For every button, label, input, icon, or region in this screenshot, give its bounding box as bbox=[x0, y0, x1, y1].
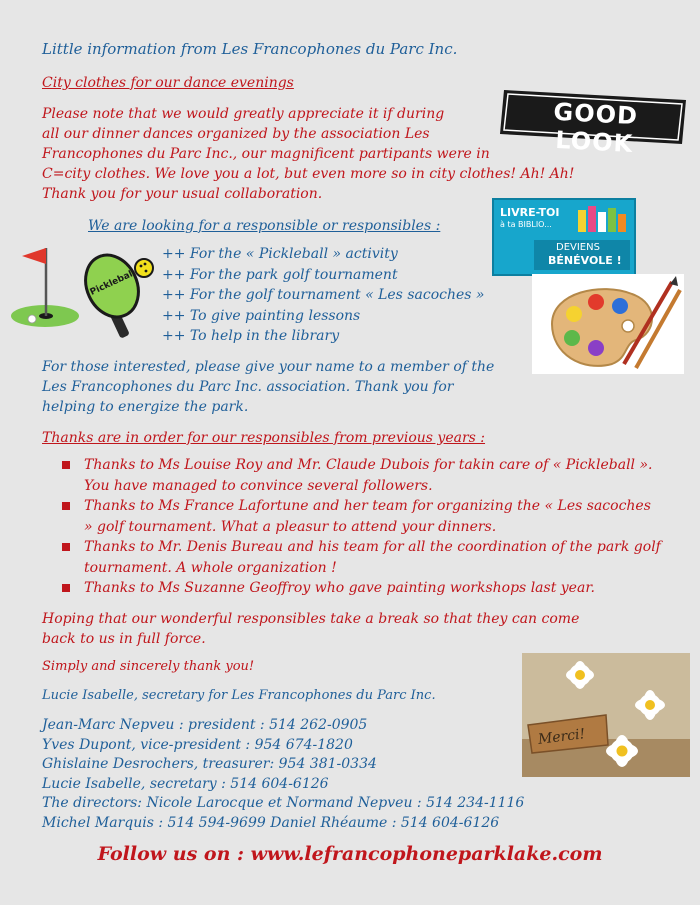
thanks-item-text: Thanks to Ms Louise Roy and Mr. Claude Dubois for takin care of « Pickleball ». You have managed to convince several followers. bbox=[84, 457, 653, 494]
looking-heading: We are looking for a responsible or responsibles : bbox=[88, 218, 441, 234]
city-clothes-line: C=city clothes. We love you a lot, but even more so in city clothes! Ah! Ah! bbox=[42, 166, 575, 182]
contact-line: The directors: Nicole Larocque et Normand Nepveu : 514 234-1116 bbox=[42, 795, 525, 811]
library-line3: DEVIENS bbox=[556, 242, 600, 253]
pickleball-paddle-icon bbox=[78, 250, 158, 346]
bullet-square-icon bbox=[62, 461, 70, 469]
library-line1: LIVRE-TOI bbox=[500, 206, 560, 219]
thanks-item-text: Thanks to Mr. Denis Bureau and his team for all the coordination of the park golf tournament. A whole organization ! bbox=[84, 539, 661, 576]
list-item bbox=[62, 496, 662, 537]
list-item: ++ To help in the library bbox=[162, 328, 340, 344]
interested-line: For those interested, please give your name to a member of the bbox=[42, 359, 495, 375]
interested-line: Les Francophones du Parc Inc. association. Thank you for bbox=[42, 379, 454, 395]
contact-line: Michel Marquis : 514 594-9699 Daniel Rhéaume : 514 604-6126 bbox=[42, 814, 500, 831]
books-graphic bbox=[576, 206, 628, 232]
library-volunteer-sign bbox=[492, 198, 636, 276]
bullet-square-icon bbox=[62, 584, 70, 592]
list-item: ++ To give painting lessons bbox=[162, 307, 361, 324]
responsibles-list bbox=[162, 244, 484, 347]
hoping-line: back to us in full force. bbox=[42, 631, 206, 647]
palette-icon bbox=[532, 274, 684, 374]
volunteer-banner bbox=[534, 240, 630, 270]
golf-flag-icon bbox=[10, 236, 80, 328]
interested-paragraph bbox=[42, 357, 522, 417]
daisies-graphic bbox=[522, 653, 690, 777]
simply-thanks: Simply and sincerely thank you! bbox=[42, 659, 255, 674]
hoping-line: Hoping that our wonderful responsibles take a break so that they can come bbox=[42, 611, 580, 627]
thanks-item-text: Thanks to Ms France Lafortune and her team for organizing the « Les sacoches » golf tournament. What a pleasur to attend your dinners. bbox=[84, 498, 651, 535]
thanks-list bbox=[62, 455, 662, 599]
paddle-label: Pickleball bbox=[88, 268, 138, 298]
good-look-sign bbox=[496, 84, 692, 158]
page-title: Little information from Les Francophones du Parc Inc. bbox=[42, 40, 458, 58]
list-item: ++ For the golf tournament « Les sacoches » bbox=[162, 287, 485, 303]
books-icon bbox=[576, 206, 628, 232]
thanks-item-text: Thanks to Ms Suzanne Geoffroy who gave painting workshops last year. bbox=[84, 580, 595, 596]
follow-us-link[interactable]: Follow us on : www.lefrancophoneparklake.com bbox=[97, 843, 603, 865]
city-clothes-line: Thank you for your usual collaboration. bbox=[42, 186, 323, 202]
merci-tag-text: Merci! bbox=[537, 726, 587, 748]
contact-line: Lucie Isabelle, secretary : 514 604-6126 bbox=[42, 775, 329, 792]
thanks-heading: Thanks are in order for our responsibles from previous years : bbox=[42, 430, 486, 446]
library-line2: à ta BIBLIO... bbox=[500, 220, 552, 229]
list-item bbox=[62, 578, 662, 599]
signature: Lucie Isabelle, secretary for Les Francophones du Parc Inc. bbox=[42, 688, 436, 703]
merci-daisies-image bbox=[522, 653, 690, 777]
good-look-text: GOOD LOOK bbox=[552, 97, 639, 158]
list-item: ++ For the « Pickleball » activity bbox=[162, 246, 398, 262]
bullet-square-icon bbox=[62, 502, 70, 510]
contact-line: Yves Dupont, vice-president : 954 674-1820 bbox=[42, 736, 353, 753]
contact-line: Jean-Marc Nepveu : president : 514 262-0905 bbox=[42, 717, 368, 733]
painting-palette-image bbox=[532, 274, 684, 374]
bullet-square-icon bbox=[62, 543, 70, 551]
hoping-paragraph bbox=[42, 609, 682, 649]
list-item bbox=[62, 537, 662, 578]
list-item bbox=[62, 455, 662, 496]
interested-line: helping to energize the park. bbox=[42, 399, 249, 415]
contact-line: Ghislaine Desrochers, treasurer: 954 381-0334 bbox=[42, 756, 377, 772]
city-clothes-line: all our dinner dances organized by the association Les bbox=[42, 126, 430, 142]
library-line4: BÉNÉVOLE ! bbox=[548, 254, 622, 267]
city-clothes-line: Francophones du Parc Inc., our magnificent partipants were in bbox=[42, 146, 490, 162]
pickleball-paddle-image bbox=[78, 250, 158, 346]
list-item: ++ For the park golf tournament bbox=[162, 266, 398, 283]
city-clothes-heading: City clothes for our dance evenings bbox=[42, 75, 294, 91]
contact-list bbox=[42, 716, 524, 833]
golf-flag-image bbox=[10, 236, 80, 328]
city-clothes-line: Please note that we would greatly appreciate it if during bbox=[42, 106, 445, 122]
